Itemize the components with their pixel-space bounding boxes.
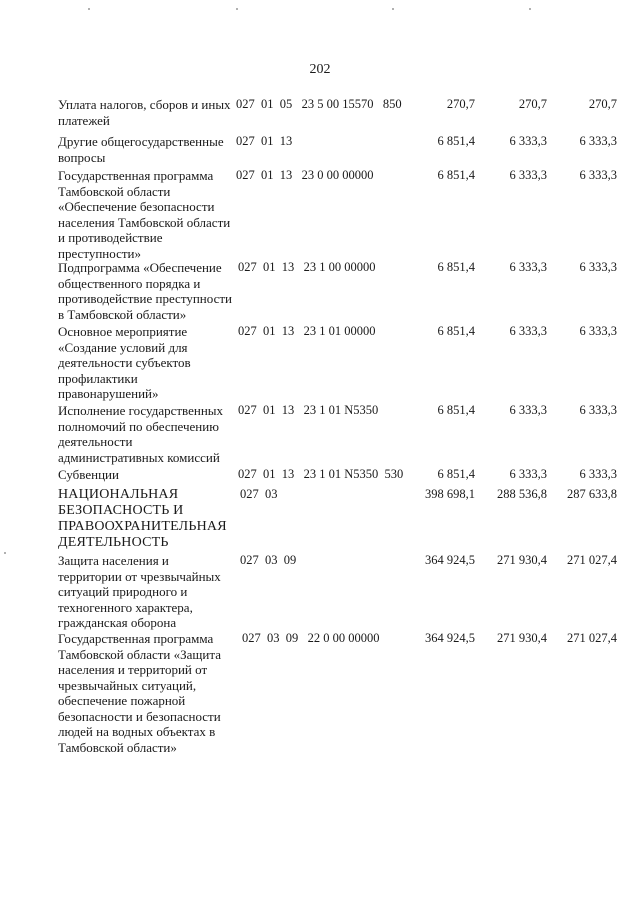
row-value-2: 6 333,3	[509, 134, 547, 148]
row-value-1: 364 924,5	[425, 553, 475, 567]
row-value-1: 6 851,4	[437, 403, 475, 417]
scan-speck	[529, 8, 531, 10]
row-name: Основное мероприятие «Создание условий для деятельности субъектов профилактики правонарушений»	[58, 324, 191, 401]
row-value-2: 6 333,3	[509, 467, 547, 481]
row-value-1: 6 851,4	[437, 134, 475, 148]
row-value-3: 6 333,3	[579, 467, 617, 481]
row-name: Государственная программа Тамбовской области «Защита населения и территорий от чрезвычайных ситуаций, обеспечение пожарной безопасности и безопасности людей на водных объектах в Тамбовской области»	[58, 631, 221, 755]
row-code: 027 01 13	[236, 134, 293, 148]
row-value-1: 398 698,1	[425, 487, 475, 501]
row-value-1: 6 851,4	[437, 324, 475, 338]
row-name: Подпрограмма «Обеспечение общественного порядка и противодействие преступности в Тамбовской области»	[58, 260, 232, 322]
page-number: 202	[309, 62, 331, 77]
row-value-1: 6 851,4	[437, 168, 475, 182]
row-value-3: 287 633,8	[567, 487, 617, 501]
row-name: Субвенции	[58, 467, 119, 482]
row-name: Другие общегосударственные вопросы	[58, 134, 224, 165]
row-value-3: 6 333,3	[579, 324, 617, 338]
row-value-3: 6 333,3	[579, 403, 617, 417]
row-code: 027 01 13 23 1 01 N5350 530	[238, 467, 404, 481]
row-name: Защита населения и территории от чрезвычайных ситуаций природного и техногенного характера, гражданская оборона	[58, 553, 221, 630]
row-value-2: 288 536,8	[497, 487, 547, 501]
row-value-2: 6 333,3	[509, 260, 547, 274]
scan-speck	[4, 552, 6, 554]
row-name: Исполнение государственных полномочий по обеспечению деятельности административных комиссий	[58, 403, 224, 465]
row-value-2: 271 930,4	[497, 553, 547, 567]
row-code: 027 01 05 23 5 00 15570 850	[236, 97, 402, 111]
row-code: 027 03 09	[240, 553, 297, 567]
row-value-1: 6 851,4	[437, 467, 475, 481]
row-value-2: 6 333,3	[509, 403, 547, 417]
row-value-1: 270,7	[446, 97, 475, 111]
scan-speck	[236, 8, 238, 10]
row-name: Уплата налогов, сборов и иных платежей	[58, 97, 231, 128]
row-value-1: 364 924,5	[425, 631, 475, 645]
row-code: 027 03	[240, 487, 278, 501]
row-value-3: 6 333,3	[579, 168, 617, 182]
row-value-3: 271 027,4	[567, 553, 617, 567]
row-value-1: 6 851,4	[437, 260, 475, 274]
row-value-3: 6 333,3	[579, 260, 617, 274]
row-value-3: 270,7	[588, 97, 617, 111]
row-code: 027 01 13 23 1 01 00000	[238, 324, 376, 338]
row-value-2: 6 333,3	[509, 324, 547, 338]
scan-speck	[88, 8, 90, 10]
row-code: 027 03 09 22 0 00 00000	[242, 631, 380, 645]
row-code: 027 01 13 23 0 00 00000	[236, 168, 374, 182]
row-value-2: 6 333,3	[509, 168, 547, 182]
row-value-3: 271 027,4	[567, 631, 617, 645]
row-value-2: 270,7	[518, 97, 547, 111]
row-name: НАЦИОНАЛЬНАЯ БЕЗОПАСНОСТЬ И ПРАВООХРАНИТЕЛЬНАЯ ДЕЯТЕЛЬНОСТЬ	[58, 487, 227, 550]
row-code: 027 01 13 23 1 00 00000	[238, 260, 376, 274]
row-value-2: 271 930,4	[497, 631, 547, 645]
row-value-3: 6 333,3	[579, 134, 617, 148]
row-code: 027 01 13 23 1 01 N5350	[238, 403, 379, 417]
row-name: Государственная программа Тамбовской области «Обеспечение безопасности населения Тамбовской области и противодействие преступности»	[58, 168, 231, 261]
scan-speck	[392, 8, 394, 10]
